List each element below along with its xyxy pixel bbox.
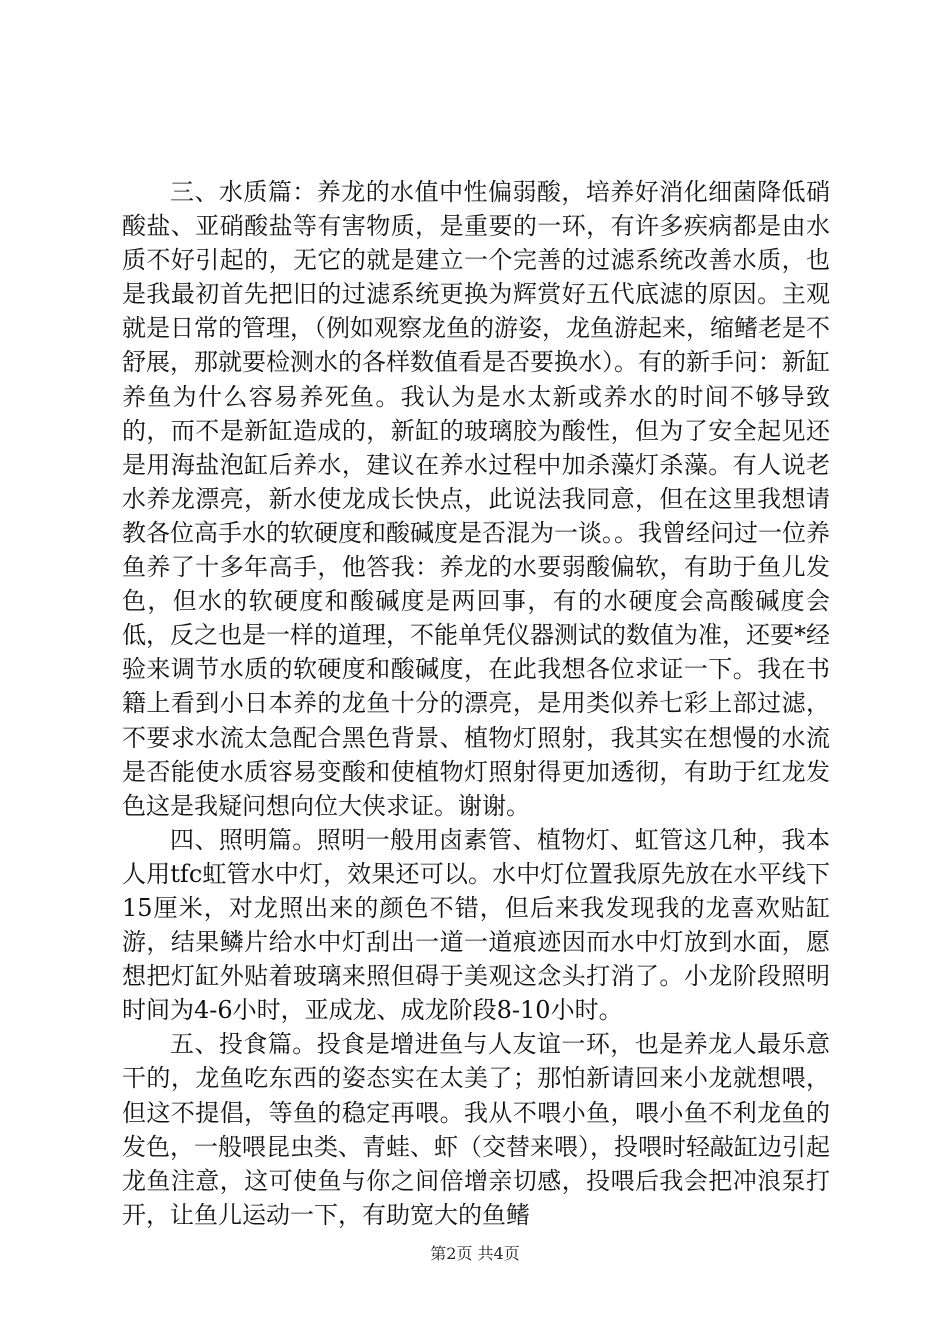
document-body — [122, 175, 830, 1232]
paragraph-feeding: 五、投食篇。投食是增进鱼与人友谊一环，也是养龙人最乐意干的，龙鱼吃东西的姿态实在太美了；那怕新请回来小龙就想喂，但这不提倡，等鱼的稳定再喂。我从不喂小鱼，喂小鱼不利龙鱼的发色，一般喂昆虫类、青蛙、虾（交替来喂），投喂时轻敲缸边引起龙鱼注意，这可使鱼与你之间倍增亲切感，投喂后我会把冲浪泵打开，让鱼儿运动一下，有助宽大的鱼鳍 — [122, 1030, 830, 1229]
paragraph-water-quality: 三、水质篇：养龙的水值中性偏弱酸，培养好消化细菌降低硝酸盐、亚硝酸盐等有害物质，是重要的一环，有许多疾病都是由水质不好引起的，无它的就是建立一个完善的过滤系统改善水质，也是我最初首先把旧的过滤系统更换为辉赏好五代底滤的原因。主观就是日常的管理，（例如观察龙鱼的游姿，龙鱼游起来，缩鳍老是不舒展，那就要检测水的各样数值看是否要换水）。有的新手问：新缸养鱼为什么容易养死鱼。我认为是水太新或养水的时间不够导致的，而不是新缸造成的，新缸的玻璃胶为酸性，但为了安全起见还是用海盐泡缸后养水，建议在养水过程中加杀藻灯杀藻。有人说老水养龙漂亮，新水使龙成长快点，此说法我同意，但在这里我想请教各位高手水的软硬度和酸碱度是否混为一谈。。我曾经问过一位养鱼养了十多年高手，他答我：养龙的水要弱酸偏软，有助于鱼儿发色，但水的软硬度和酸碱度是两回事，有的水硬度会高酸碱度会低，反之也是一样的道理，不能单凭仪器测试的数值为准，还要*经验来调节水质的软硬度和酸碱度，在此我想各位求证一下。我在书籍上看到小日本养的龙鱼十分的漂亮，是用类似养七彩上部过滤，不要求水流太急配合黑色背景、植物灯照射，我其实在想慢的水流是否能使水质容易变酸和使植物灯照射得更加透彻，有助于红龙发色这是我疑问想向位大侠求证。谢谢。 — [122, 178, 830, 820]
paragraph-lighting: 四、照明篇。照明一般用卤素管、植物灯、虹管这几种，我本人用tfc虹管水中灯，效果还可以。水中灯位置我原先放在水平线下15厘米，对龙照出来的颜色不错，但后来我发现我的龙喜欢贴缸游，结果鳞片给水中灯刮出一道一道痕迹因而水中灯放到水面，愿想把灯缸外贴着玻璃来照但碍于美观这念头打消了。小龙阶段照明时间为4-6小时，亚成龙、成龙阶段8-10小时。 — [122, 825, 830, 1025]
page-footer: 第2页 共4页 — [430, 1244, 520, 1263]
